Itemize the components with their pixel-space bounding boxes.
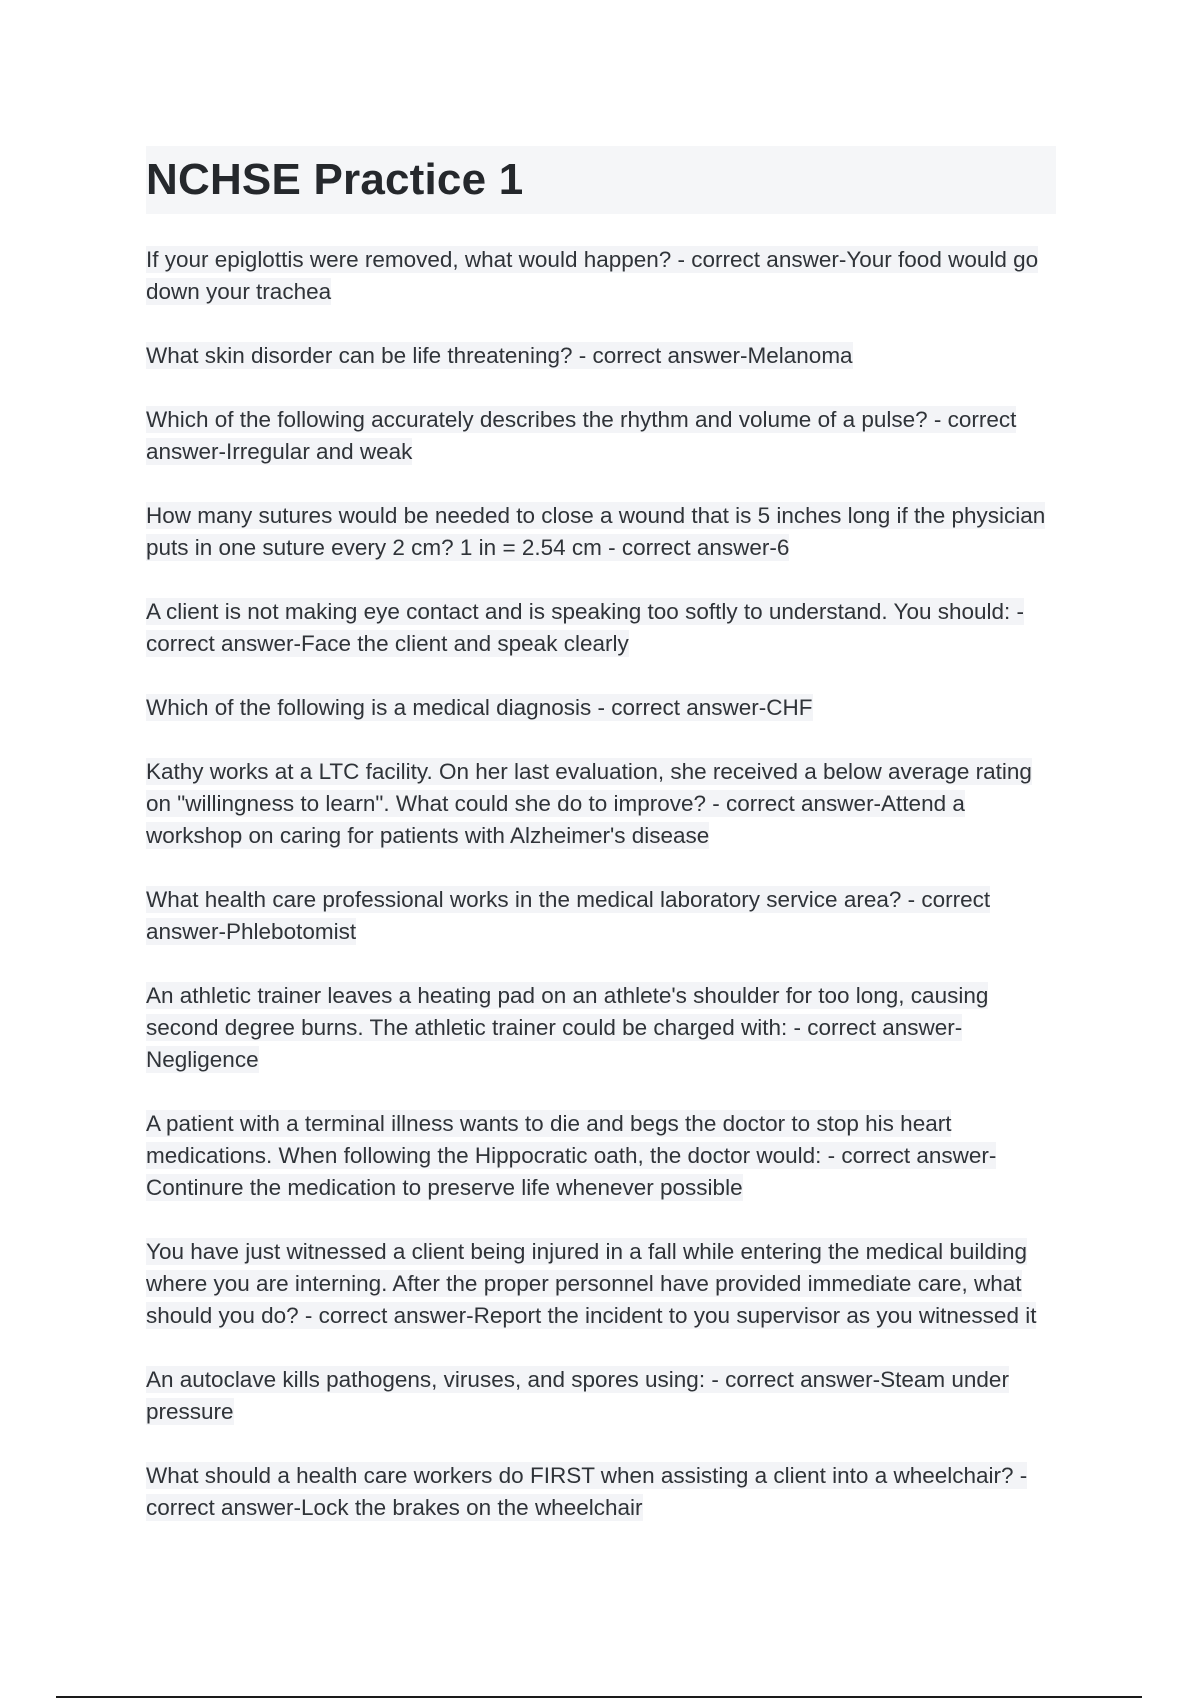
qa-item	[146, 1460, 1056, 1524]
qa-item	[146, 596, 1056, 660]
qa-text: A patient with a terminal illness wants to die and begs the doctor to stop his heart medications. When following the Hippocratic oath, the doctor would: - correct answer-Continure the medication to preserve life whenever possible	[146, 1111, 997, 1200]
footer-divider	[56, 1696, 1142, 1698]
qa-text: Which of the following accurately describes the rhythm and volume of a pulse? - correct answer-Irregular and weak	[146, 407, 1017, 464]
qa-text: You have just witnessed a client being injured in a fall while entering the medical building where you are interning. After the proper personnel have provided immediate care, what should you do? - correct answer-Report the incident to you supervisor as you witnessed it	[146, 1239, 1037, 1328]
qa-item	[146, 692, 1056, 724]
qa-text: A client is not making eye contact and is speaking too softly to understand. You should: - correct answer-Face the client and speak clearly	[146, 599, 1025, 656]
qa-text: Which of the following is a medical diagnosis - correct answer-CHF	[146, 695, 813, 720]
qa-list	[146, 244, 1056, 1524]
page-title: NCHSE Practice 1	[146, 155, 524, 204]
qa-item	[146, 1236, 1056, 1332]
qa-item	[146, 404, 1056, 468]
qa-item	[146, 884, 1056, 948]
title-band	[146, 146, 1056, 214]
qa-text: How many sutures would be needed to close a wound that is 5 inches long if the physician puts in one suture every 2 cm? 1 in = 2.54 cm - correct answer-6	[146, 503, 1046, 560]
qa-item	[146, 1108, 1056, 1204]
qa-text: Kathy works at a LTC facility. On her last evaluation, she received a below average rating on "willingness to learn". What could she do to improve? - correct answer-Attend a workshop on caring for patients with Alzheimer's disease	[146, 759, 1032, 848]
qa-item	[146, 244, 1056, 308]
qa-text: If your epiglottis were removed, what would happen? - correct answer-Your food would go down your trachea	[146, 247, 1039, 304]
qa-text: What should a health care workers do FIRST when assisting a client into a wheelchair? - correct answer-Lock the brakes on the wheelchair	[146, 1463, 1028, 1520]
document-page	[146, 146, 1056, 1556]
qa-text: An athletic trainer leaves a heating pad on an athlete's shoulder for too long, causing second degree burns. The athletic trainer could be charged with: - correct answer-Negligence	[146, 983, 989, 1072]
qa-item	[146, 340, 1056, 372]
qa-item	[146, 1364, 1056, 1428]
qa-text: What health care professional works in the medical laboratory service area? - correct answer-Phlebotomist	[146, 887, 991, 944]
qa-item	[146, 980, 1056, 1076]
qa-text: An autoclave kills pathogens, viruses, and spores using: - correct answer-Steam under pressure	[146, 1367, 1009, 1424]
qa-item	[146, 500, 1056, 564]
qa-item	[146, 756, 1056, 852]
qa-text: What skin disorder can be life threatening? - correct answer-Melanoma	[146, 343, 853, 368]
